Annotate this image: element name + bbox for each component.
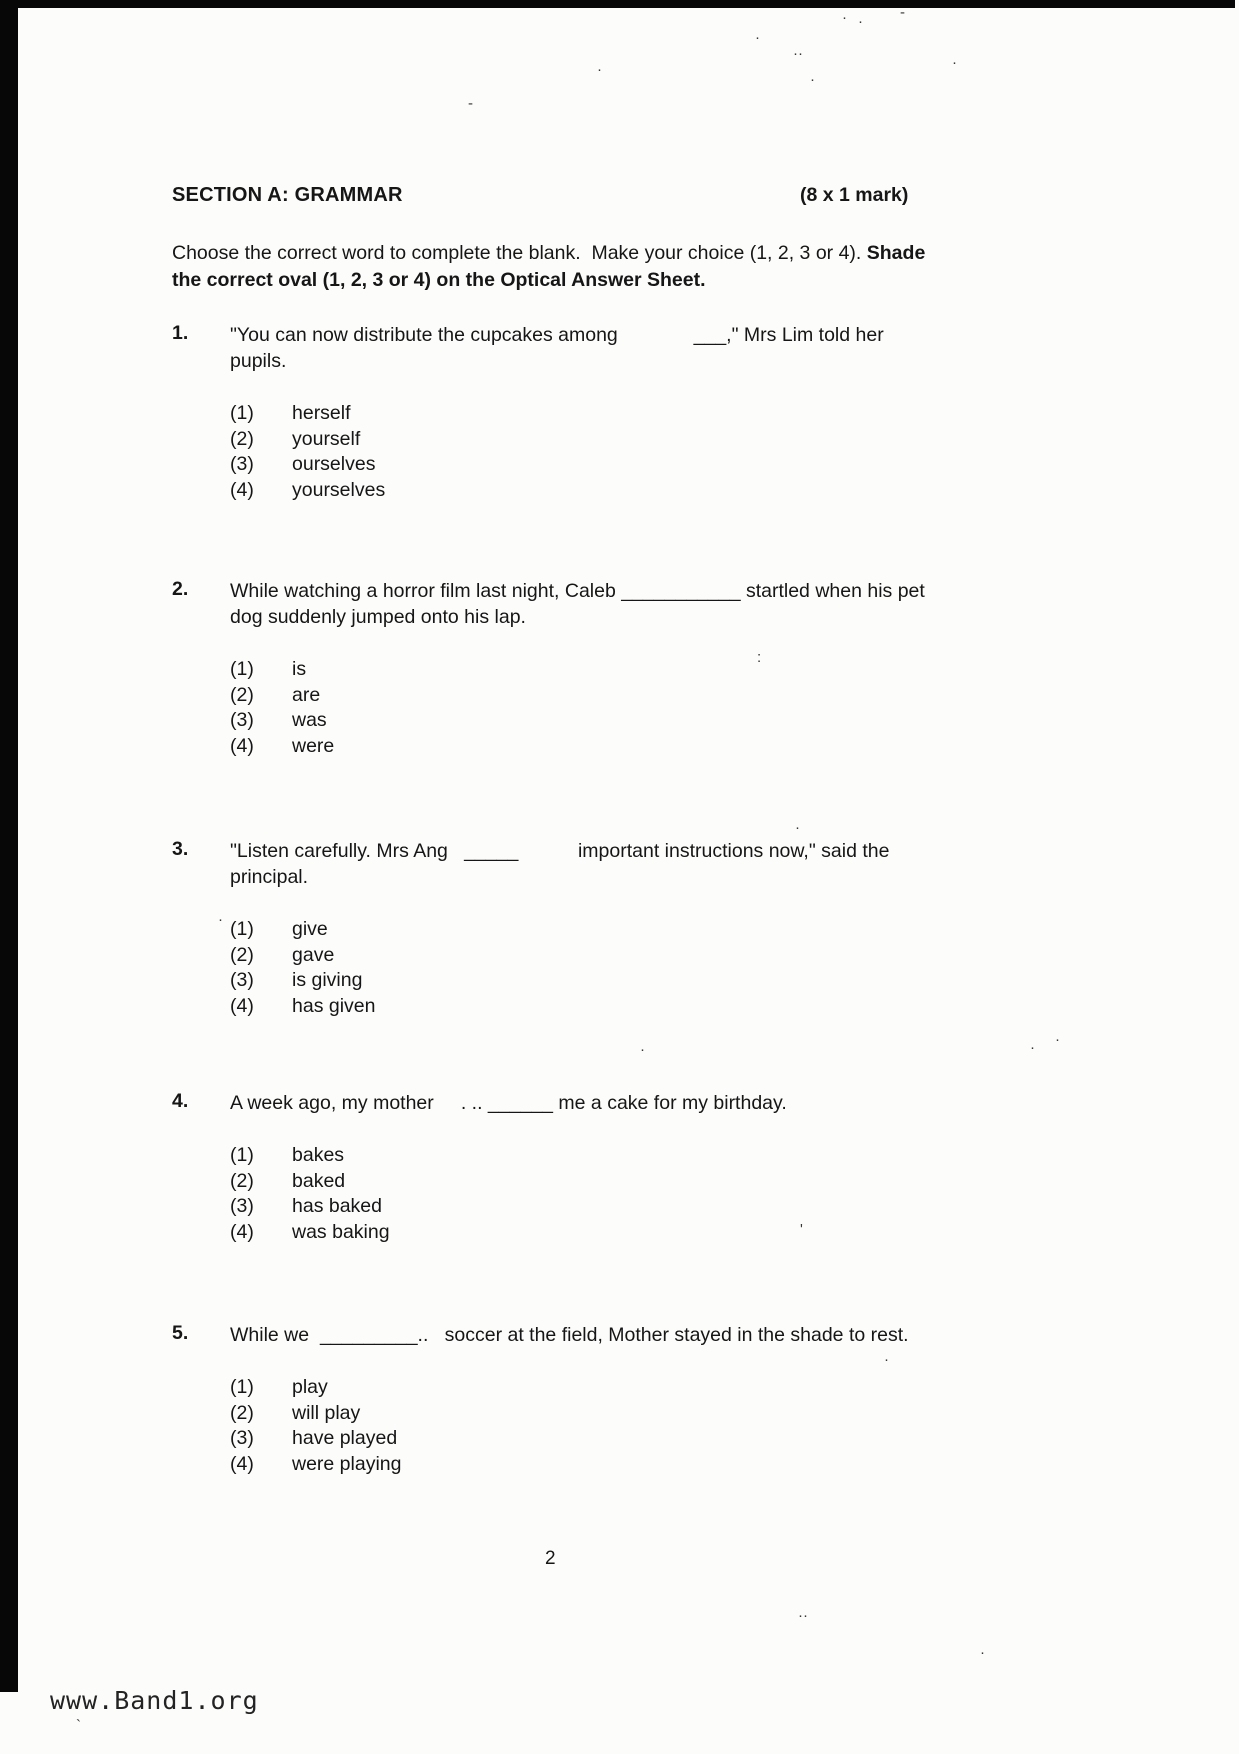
option-row — [230, 657, 925, 683]
scan-speck: ` — [76, 1717, 81, 1734]
section-title: SECTION A: GRAMMAR — [172, 184, 403, 206]
instructions-text-bold: Shade — [866, 242, 926, 264]
question-text-line: dog suddenly jumped onto his lap. — [230, 606, 526, 628]
option-number: (4) — [230, 1453, 254, 1476]
question-number: 1. — [172, 322, 189, 344]
option-row — [230, 1426, 909, 1452]
option-row — [230, 968, 889, 994]
option-row — [230, 1375, 909, 1401]
option-row — [230, 943, 889, 969]
option-row — [230, 1194, 787, 1220]
scan-speck: · — [1055, 1031, 1060, 1048]
scan-speck: ·· — [798, 1607, 808, 1624]
option-number: (1) — [230, 402, 254, 424]
option-row — [230, 1220, 787, 1246]
option-number: (2) — [230, 427, 254, 450]
marks-label: (8 x 1 mark) — [800, 184, 909, 206]
option-number: (2) — [230, 683, 254, 706]
scan-speck: · — [597, 61, 602, 78]
option-number: (4) — [230, 1221, 254, 1244]
question-text-line: A week ago, my mother . .. ______ me a cake for my birthday. — [230, 1092, 787, 1114]
option-number: (1) — [230, 918, 254, 940]
option-number: (2) — [230, 1401, 254, 1424]
option-number: (3) — [230, 969, 254, 992]
scan-speck: · — [795, 819, 800, 836]
option-label: baked — [292, 1169, 346, 1192]
question-text-line: pupils. — [230, 350, 287, 372]
question-number: 4. — [172, 1090, 189, 1112]
scan-speck: · — [218, 911, 223, 928]
option-number: (1) — [230, 1144, 254, 1166]
options-list — [230, 401, 884, 504]
question-text-line: "You can now distribute the cupcakes among ___," Mrs Lim told her — [230, 324, 884, 346]
option-number: (3) — [230, 709, 254, 732]
option-label: ourselves — [292, 453, 376, 476]
option-label: bakes — [292, 1144, 345, 1166]
scan-speck: · — [884, 1351, 889, 1368]
option-label: was — [292, 709, 327, 732]
page-number: 2 — [545, 1548, 556, 1569]
scan-speck: · — [980, 1644, 985, 1661]
scan-speck: · — [1030, 1039, 1035, 1056]
option-row — [230, 917, 889, 943]
question-text-line: principal. — [230, 866, 309, 888]
options-list — [230, 1375, 909, 1478]
option-number: (2) — [230, 1169, 254, 1192]
option-row — [230, 708, 925, 734]
option-number: (4) — [230, 995, 254, 1018]
option-row — [230, 1452, 909, 1478]
option-number: (4) — [230, 735, 254, 758]
option-number: (1) — [230, 1376, 254, 1398]
scan-speck: ·· — [793, 45, 803, 62]
option-label: is giving — [292, 969, 363, 992]
question-number: 2. — [172, 578, 189, 600]
scan-speck: · — [952, 54, 957, 71]
option-label: is — [292, 658, 307, 680]
option-number: (3) — [230, 1195, 254, 1218]
question-3 — [172, 838, 889, 1020]
option-label: give — [292, 918, 328, 940]
scan-speck: · — [842, 9, 847, 26]
option-row — [230, 994, 889, 1020]
option-label: are — [292, 683, 321, 706]
option-row — [230, 478, 884, 504]
option-label: will play — [292, 1401, 361, 1424]
scan-speck: : — [757, 649, 762, 666]
option-row — [230, 1169, 787, 1195]
options-list — [230, 917, 889, 1020]
option-label: play — [292, 1376, 328, 1398]
option-label: gave — [292, 943, 335, 966]
option-row — [230, 683, 925, 709]
instructions-line-1 — [172, 240, 925, 267]
question-1 — [172, 322, 884, 504]
option-label: has given — [292, 995, 376, 1018]
question-text-line: While watching a horror film last night, Caleb ___________ startled when his pet — [230, 580, 925, 602]
scan-speck: - — [468, 95, 473, 112]
option-label: was baking — [292, 1221, 390, 1244]
question-4 — [172, 1090, 787, 1246]
question-2 — [172, 578, 925, 760]
option-number: (2) — [230, 943, 254, 966]
watermark: www.Band1.org — [50, 1686, 259, 1715]
options-list — [230, 1143, 787, 1246]
option-row — [230, 401, 884, 427]
scan-speck: ' — [800, 1221, 803, 1238]
question-5 — [172, 1322, 909, 1478]
question-text-line: While we _________.. soccer at the field, Mother stayed in the shade to rest. — [230, 1324, 909, 1346]
option-label: has baked — [292, 1195, 382, 1218]
option-label: have played — [292, 1427, 398, 1450]
options-list — [230, 657, 925, 760]
option-number: (4) — [230, 479, 254, 502]
question-number: 5. — [172, 1322, 189, 1344]
option-number: (3) — [230, 453, 254, 476]
option-number: (3) — [230, 1427, 254, 1450]
option-label: yourself — [292, 427, 361, 450]
scan-speck: · — [755, 29, 760, 46]
option-row — [230, 427, 884, 453]
option-row — [230, 1401, 909, 1427]
option-row — [230, 452, 884, 478]
instructions-text: Choose the correct word to complete the blank. Make your choice (1, 2, 3 or 4). — [172, 242, 867, 264]
option-label: were — [292, 735, 335, 758]
scan-speck: - — [900, 4, 905, 21]
option-row — [230, 734, 925, 760]
scan-speck: · — [810, 71, 815, 88]
option-label: were playing — [292, 1453, 402, 1476]
option-row — [230, 1143, 787, 1169]
instructions-line-2: the correct oval (1, 2, 3 or 4) on the Optical Answer Sheet. — [172, 269, 706, 291]
question-number: 3. — [172, 838, 189, 860]
scan-speck: · — [858, 13, 863, 30]
option-label: herself — [292, 402, 351, 424]
scan-speck: · — [640, 1041, 645, 1058]
option-number: (1) — [230, 658, 254, 680]
instructions — [172, 240, 925, 294]
question-text-line: "Listen carefully. Mrs Ang _____ important instructions now," said the — [230, 840, 890, 862]
option-label: yourselves — [292, 479, 386, 502]
